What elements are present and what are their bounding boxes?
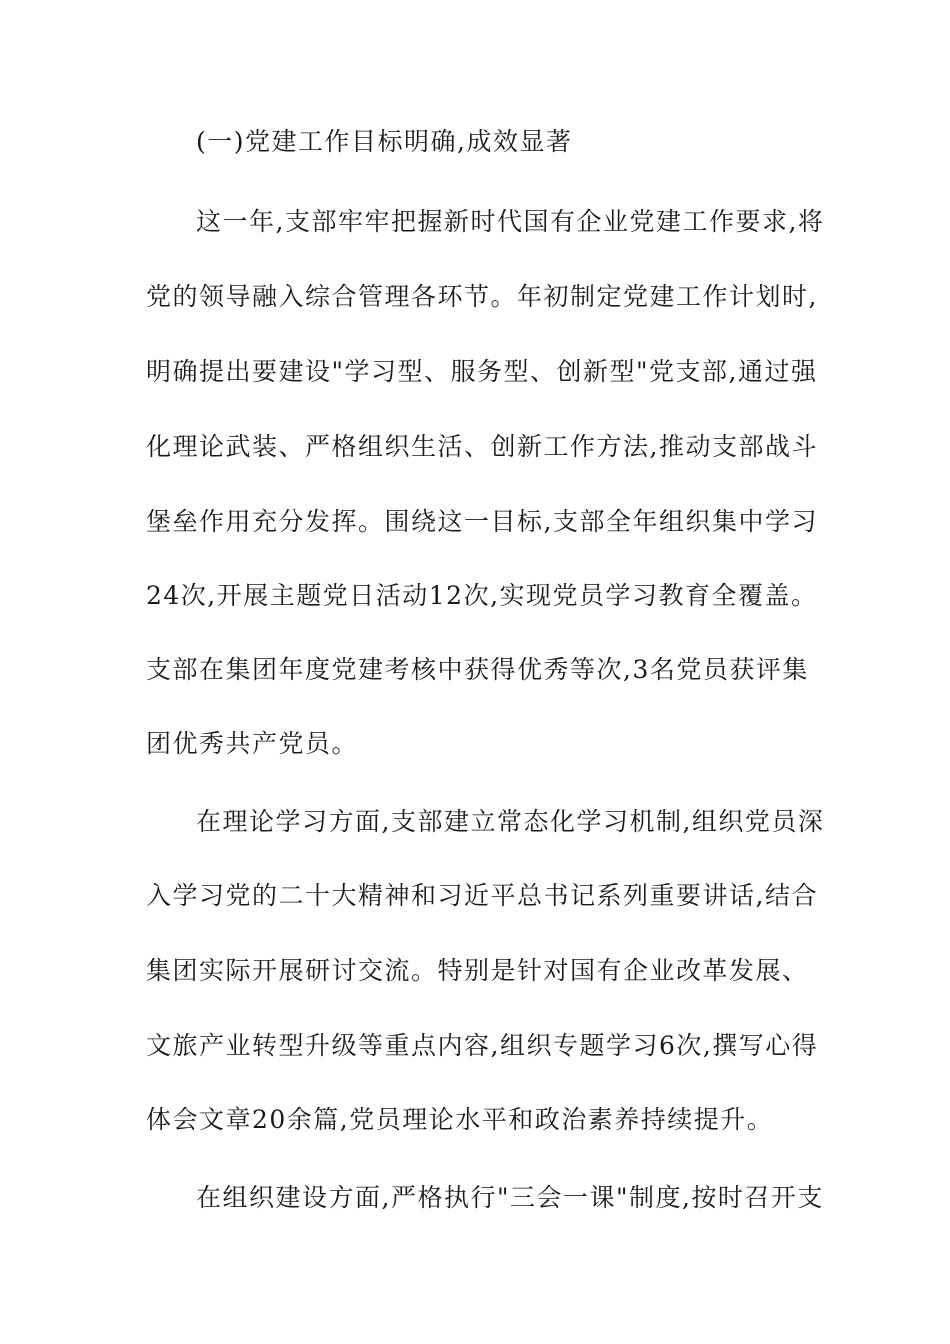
paragraph-1-line-4: 化理论武装、严格组织生活、创新工作方法,推动支部战斗 [146,432,818,461]
paragraph-1-line-6: 24次,开展主题党日活动12次,实现党员学习教育全覆盖。 [146,581,818,610]
paragraph-1-line-8: 团优秀共产党员。 [146,729,359,758]
paragraph-1-line-2: 党的领导融入综合管理各环节。年初制定党建工作计划时, [146,282,818,311]
paragraph-1-line-3: 明确提出要建设"学习型、服务型、创新型"党支部,通过强 [146,357,818,386]
paragraph-2-line-5: 体会文章20余篇,党员理论水平和政治素养持续提升。 [146,1105,774,1134]
paragraph-1-line-5: 堡垒作用充分发挥。围绕这一目标,支部全年组织集中学习 [146,507,818,536]
paragraph-2-line-1: 在理论学习方面,支部建立常态化学习机制,组织党员深 [196,807,825,836]
paragraph-2-line-3: 集团实际开展研讨交流。特别是针对国有企业改革发展、 [146,956,809,985]
paragraph-3-line-1: 在组织建设方面,严格执行"三会一课"制度,按时召开支 [196,1183,824,1212]
paragraph-1-line-1: 这一年,支部牢牢把握新时代国有企业党建工作要求,将 [196,207,825,236]
section-heading: (一)党建工作目标明确,成效显著 [196,127,573,156]
paragraph-2-line-2: 入学习党的二十大精神和习近平总书记系列重要讲话,结合 [146,881,818,910]
paragraph-2-line-4: 文旅产业转型升级等重点内容,组织专题学习6次,撰写心得 [146,1031,819,1060]
paragraph-1-line-7: 支部在集团年度党建考核中获得优秀等次,3名党员获评集 [146,655,809,684]
